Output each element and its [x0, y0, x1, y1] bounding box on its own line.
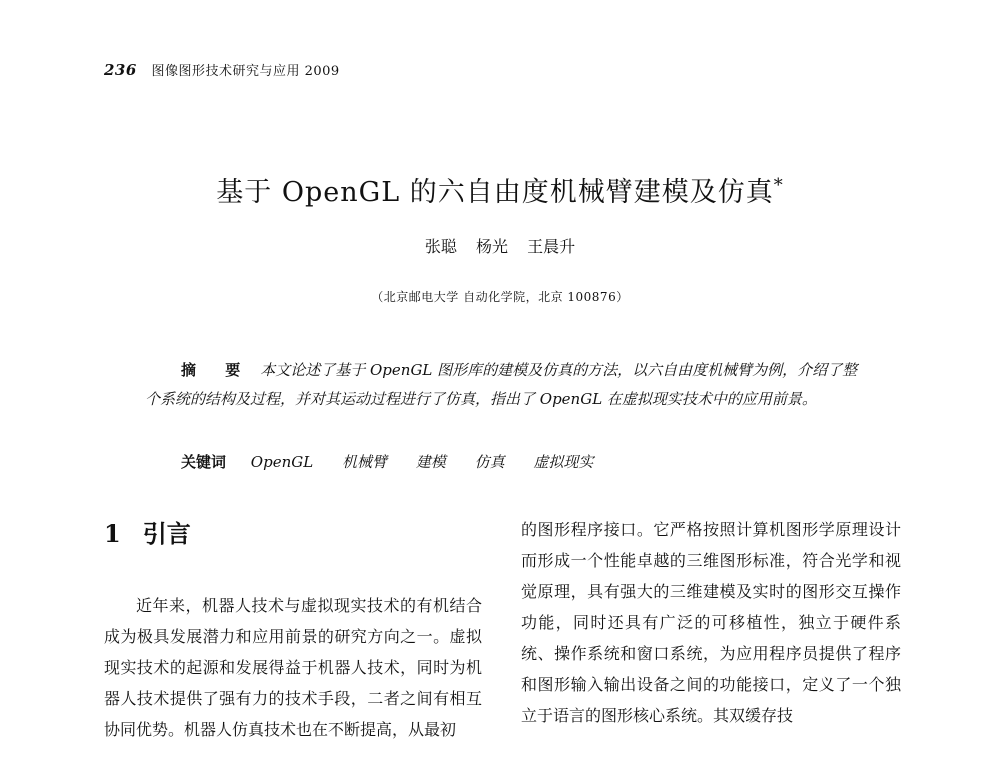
- keyword: 仿真: [474, 453, 505, 471]
- left-column: [104, 590, 482, 745]
- affiliation: （北京邮电大学 自动化学院，北京 100876）: [371, 290, 629, 304]
- keywords-label: 关键词: [181, 453, 227, 471]
- abstract-label: 摘 要: [181, 361, 253, 379]
- section-title: 引言: [142, 519, 191, 548]
- journal-name: 图像图形技术研究与应用 2009: [151, 64, 340, 79]
- abstract: [145, 356, 860, 414]
- opengl-paragraph: 的图形程序接口。它严格按照计算机图形学原理设计而形成一个性能卓越的三维图形标准，符合光学和视觉原理，具有强大的三维建模及实时的图形交互操作功能，同时还具有广泛的可移植性，独立于硬件系统、操作系统和窗口系统，为应用程序员提供了程序和图形输入输出设备之间的功能接口，定义了一个独立于语言的图形核心系统。其双缓存技: [521, 520, 901, 725]
- right-column: [521, 514, 901, 731]
- keywords: [181, 451, 617, 472]
- keyword: 虚拟现实: [533, 453, 594, 471]
- keyword: OpenGL: [250, 453, 314, 471]
- section-heading: [104, 514, 191, 549]
- keyword: 建模: [415, 453, 446, 471]
- abstract-text: 本文论述了基于 OpenGL 图形库的建模及仿真的方法，以六自由度机械臂为例，介绍了整个系统的结构及过程，并对其运动过程进行了仿真，指出了 OpenGL 在虚拟现实技术中的应用前景。: [145, 361, 858, 408]
- paper-title-block: [0, 170, 1000, 209]
- intro-paragraph: 近年来，机器人技术与虚拟现实技术的有机结合成为极具发展潜力和应用前景的研究方向之一。虚拟现实技术的起源和发展得益于机器人技术，同时为机器人技术提供了强有力的技术手段，二者之间有相互协同优势。机器人仿真技术也在不断提高，从最初: [104, 596, 482, 739]
- running-header: [104, 60, 340, 79]
- title-footnote-mark: *: [773, 175, 784, 196]
- paper-title: 基于 OpenGL 的六自由度机械臂建模及仿真: [216, 177, 774, 208]
- page-number: 236: [104, 61, 137, 79]
- author-list: 张聪 杨光 王晨升: [424, 237, 576, 256]
- keyword: 机械臂: [341, 453, 387, 471]
- section-number: 1: [104, 519, 121, 548]
